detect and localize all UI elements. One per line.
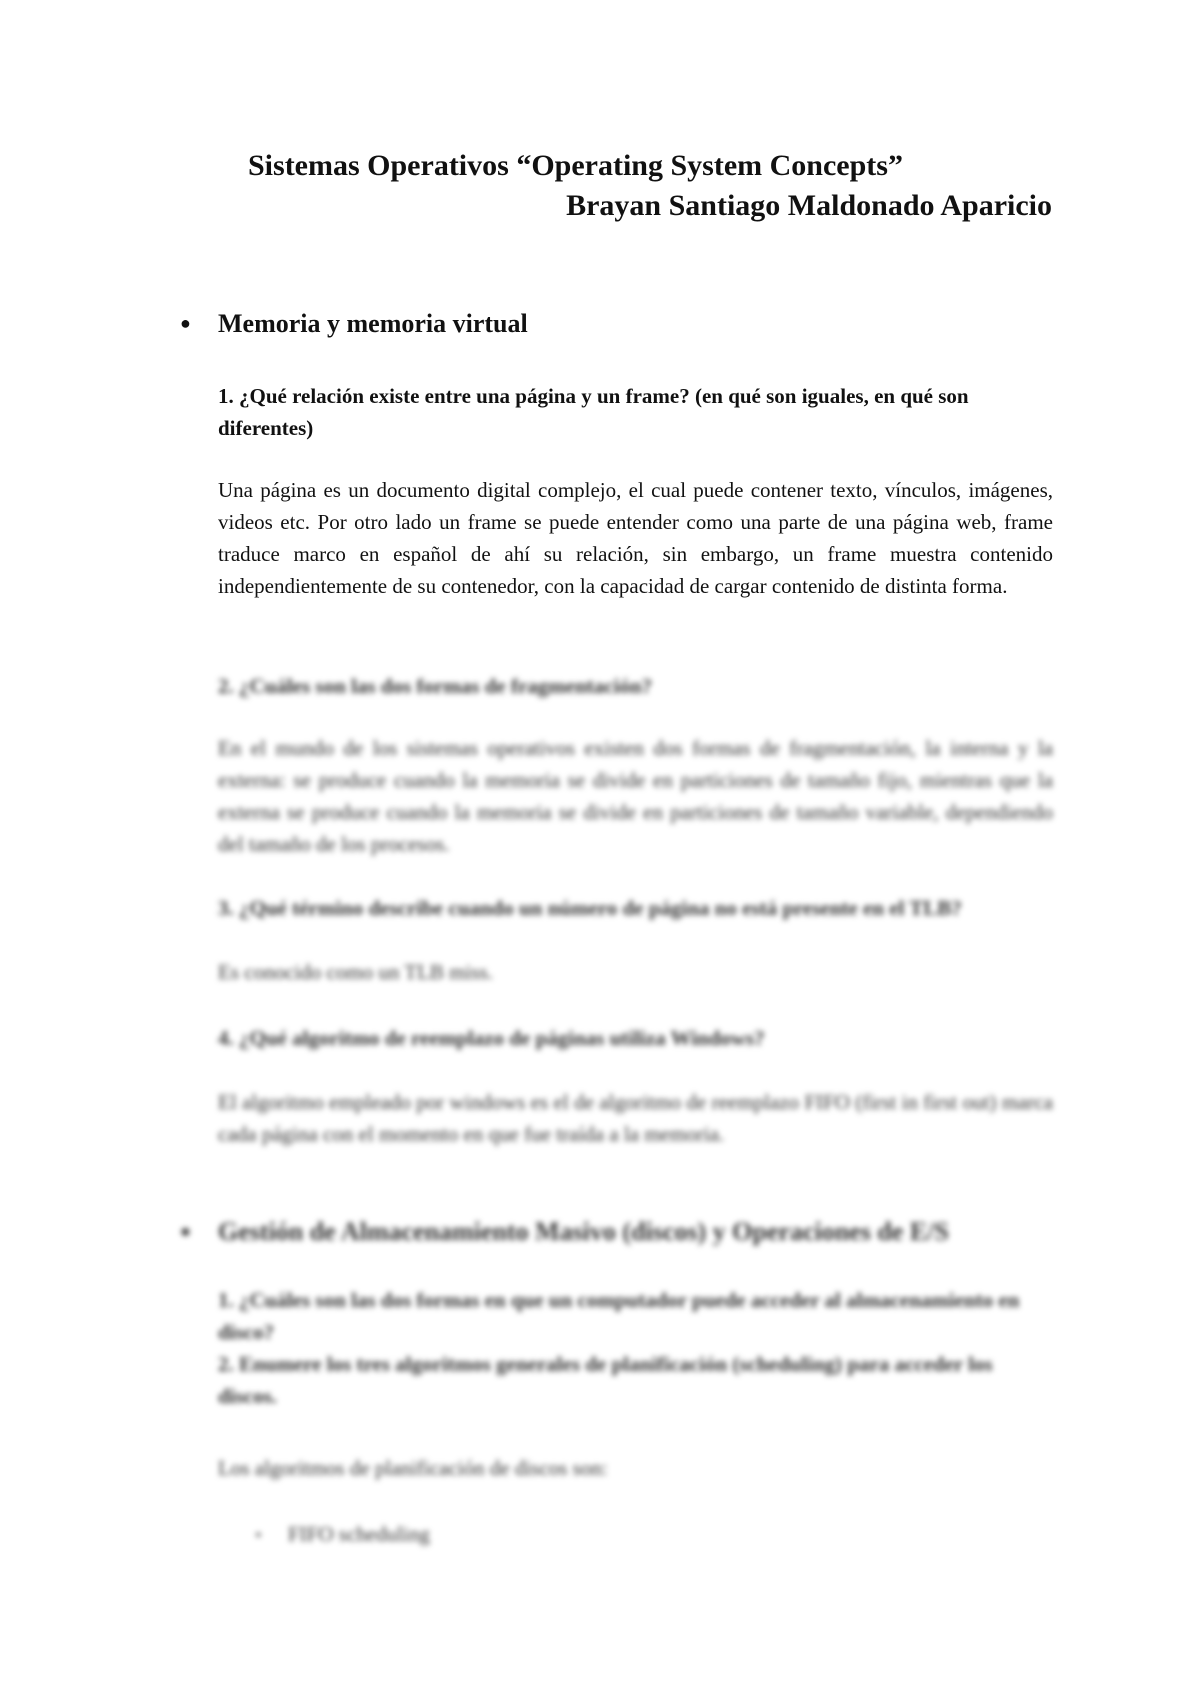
answer-2: En el mundo de los sistemas operativos existen dos formas de fragmentación, la interna y la externa: se produce cuando la memoria se divide en particiones de tamaño fijo, mientras que la externa se produce cuando la memoria se divide en particiones de tamaño variable, dependiendo del tamaño de los procesos. (218, 736, 1053, 856)
question-4: 4. ¿Qué algoritmo de reemplazo de páginas utiliza Windows? (218, 1026, 765, 1050)
section-heading-label: Gestión de Almacenamiento Masivo (discos) y Operaciones de E/S (218, 1217, 949, 1246)
list-item (256, 1518, 430, 1552)
section-heading-memoria (180, 306, 528, 341)
bullet-icon: ● (180, 1221, 191, 1241)
answer-1: Una página es un documento digital complejo, el cual puede contener texto, vínculos, imágenes, videos etc. Por otro lado un frame se puede entender como una parte de una página web, frame traduce marco en español de ahí su relación, sin embargo, un frame muestra contenido independientemente de su contenedor, con la capacidad de cargar contenido de distinta forma. (218, 478, 1053, 598)
answer-4: El algoritmo empleado por windows es el de algoritmo de reemplazo FIFO (first in first out) marca cada página con el momento en que fue traída a la memoria. (218, 1090, 1053, 1146)
answer-3: Es conocido como un TLB miss. (218, 960, 493, 984)
document-author: Brayan Santiago Maldonado Aparicio (566, 189, 1052, 222)
document-title: Sistemas Operativos “Operating System Concepts” (248, 149, 903, 182)
list-item-label: FIFO scheduling (288, 1522, 430, 1546)
section-heading-label: Memoria y memoria virtual (218, 309, 528, 338)
question-6: 2. Enumere los tres algoritmos generales de planificación (scheduling) para acceder los discos. (218, 1352, 993, 1408)
question-1: 1. ¿Qué relación existe entre una página y un frame? (en qué son iguales, en qué son diferentes) (218, 384, 969, 440)
bullet-icon: ● (180, 313, 191, 333)
question-3: 3. ¿Qué término describe cuando un número de página no está presente en el TLB? (218, 896, 962, 920)
section-heading-almacenamiento (180, 1214, 949, 1249)
square-bullet-icon: ▪ (256, 1528, 261, 1543)
question-2: 2. ¿Cuáles son las dos formas de fragmentación? (218, 674, 652, 698)
question-5: 1. ¿Cuáles son las dos formas en que un computador puede acceder al almacenamiento en disco? (218, 1288, 1020, 1344)
answer-intro: Los algoritmos de planificación de discos son: (218, 1456, 608, 1480)
